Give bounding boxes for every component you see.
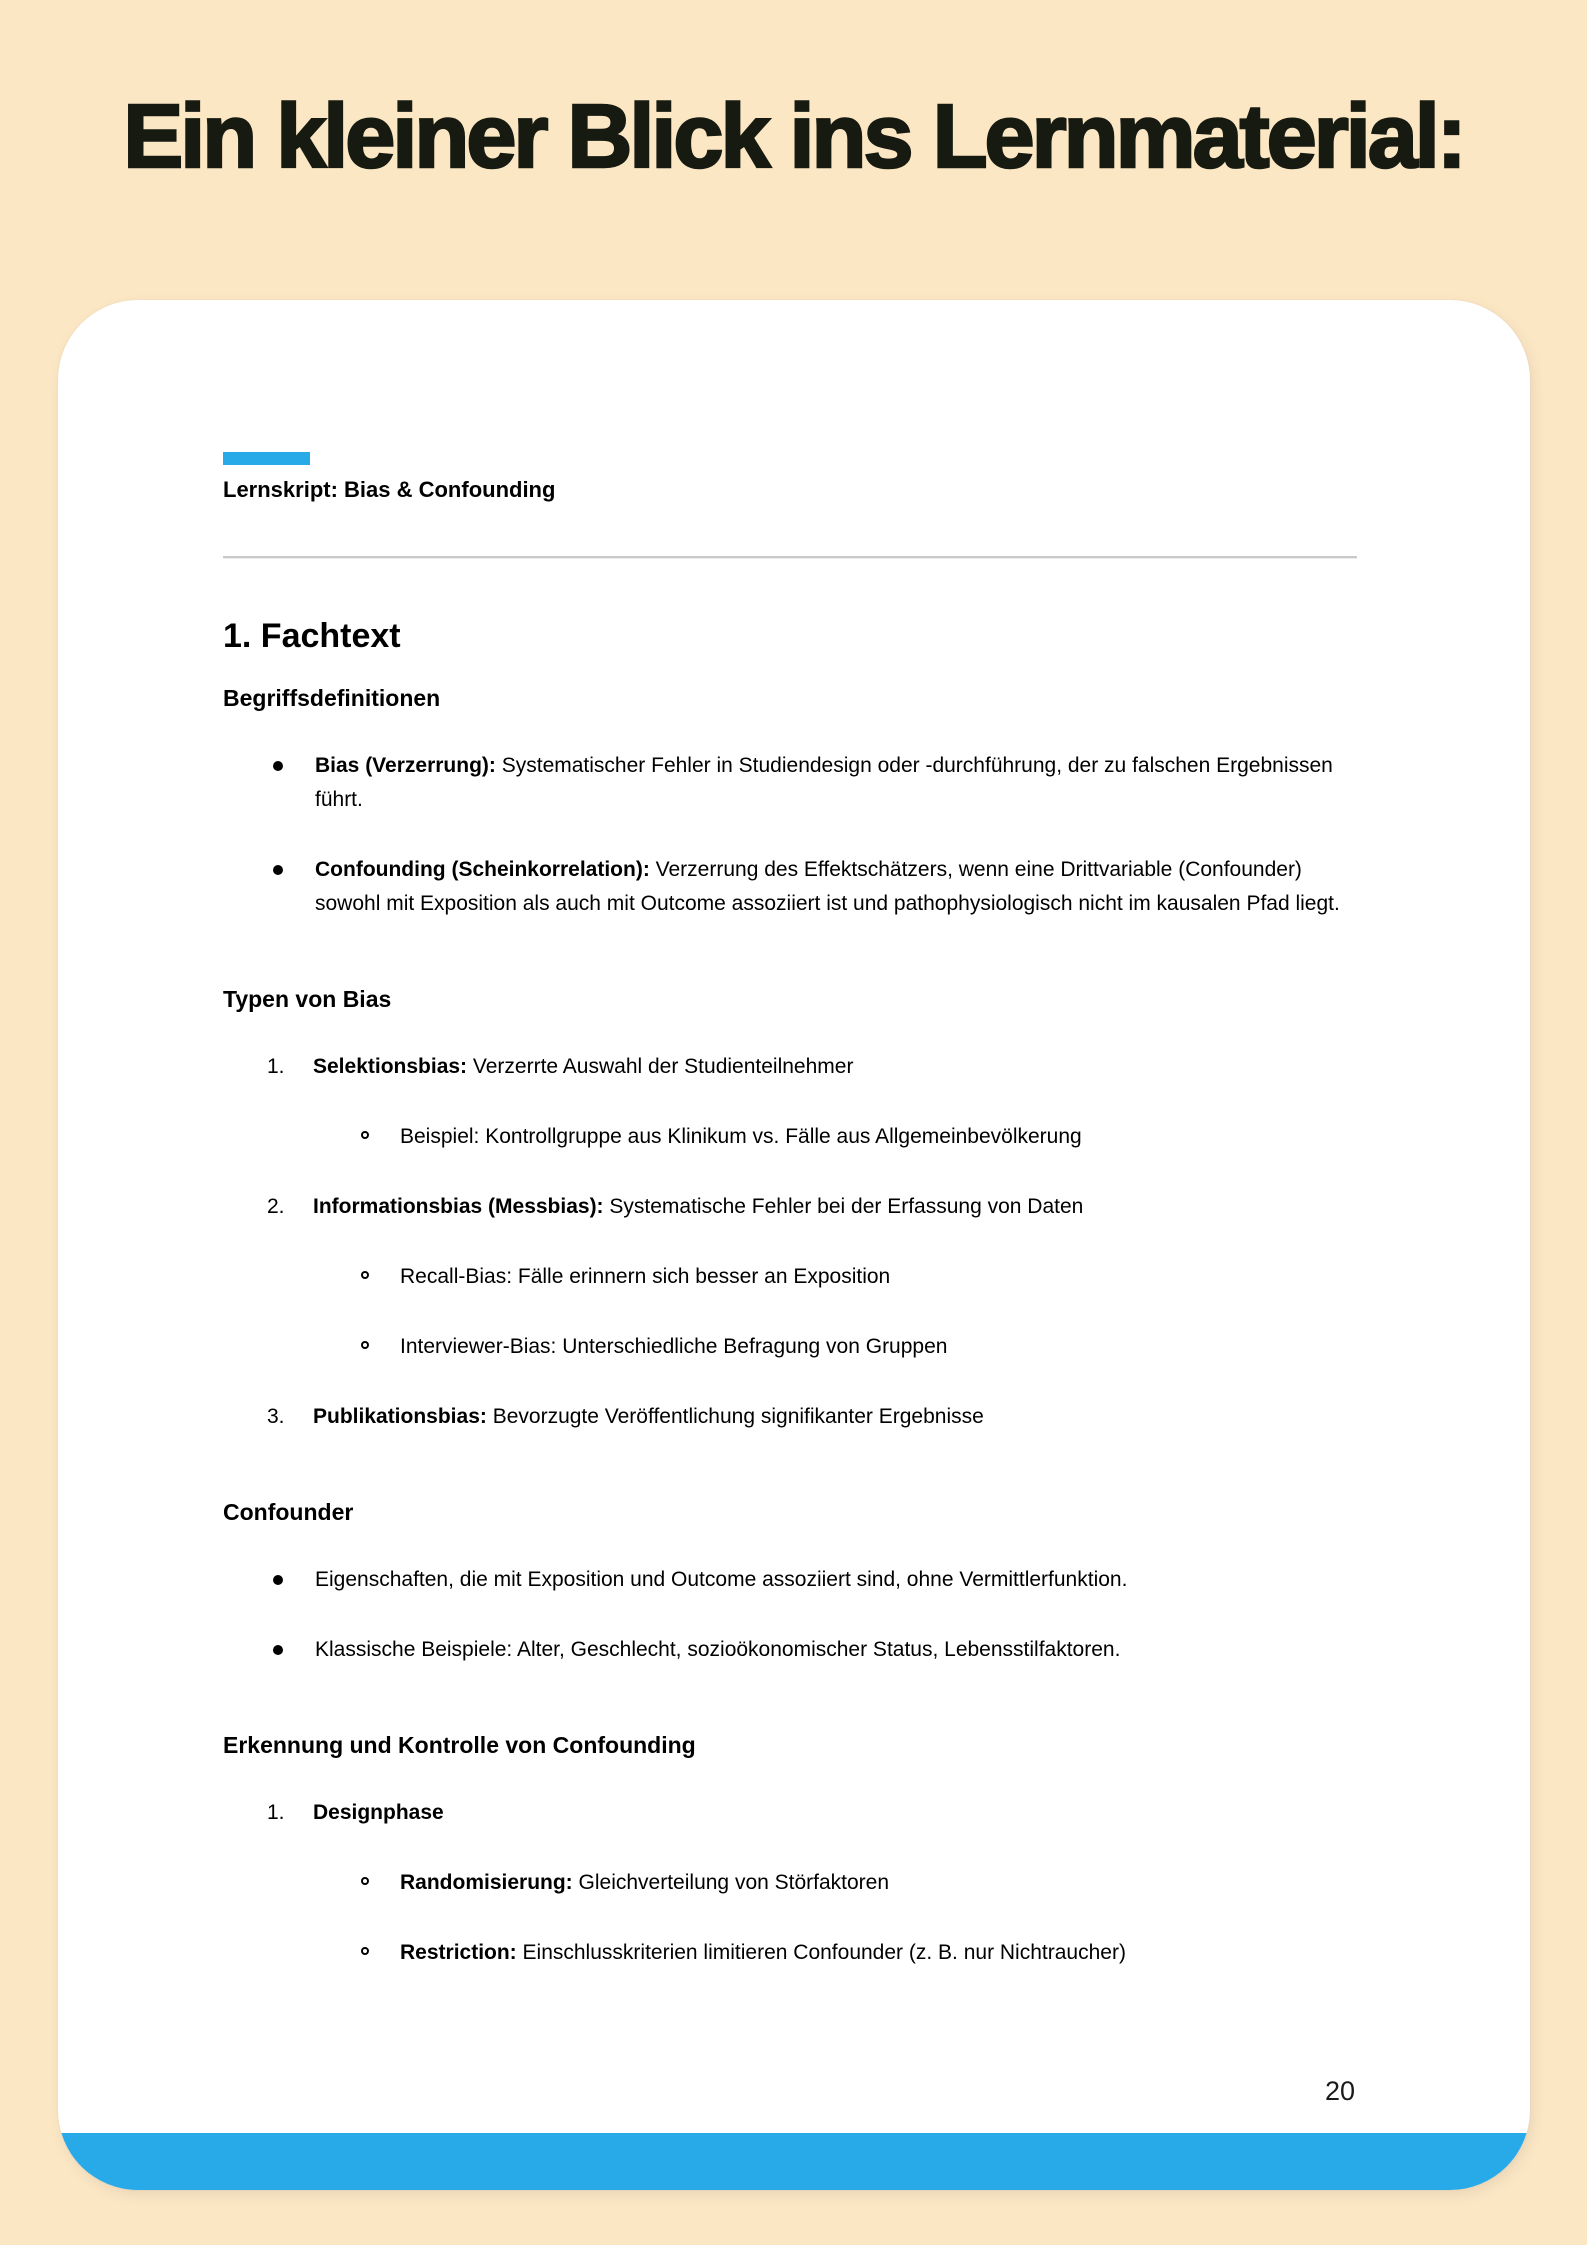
list-item-text: Interviewer-Bias: Unterschiedliche Befragung von Gruppen <box>400 1335 948 1358</box>
numbered-item-publikationsbias <box>223 1400 1357 1434</box>
list-item-text: Verzerrung des Effektschätzers, wenn eine Drittvariable (Confounder) sowohl mit Exposition als auch mit Outcome assoziiert ist und pathophysiologisch nicht im kausalen Pfad liegt. <box>315 858 1340 915</box>
numbered-item-designphase <box>223 1796 1357 1830</box>
hollow-bullet-icon <box>361 1131 369 1139</box>
bullet-icon <box>273 761 283 771</box>
list-item-text: Systematischer Fehler in Studiendesign oder -durchführung, der zu falschen Ergebnissen führt. <box>315 754 1333 811</box>
list-item-lead: Randomisierung: <box>400 1871 573 1894</box>
subsection-heading-confounder: Confounder <box>223 1499 354 1525</box>
list-item-text: Einschlusskriterien limitieren Confounder (z. B. nur Nichtraucher) <box>522 1941 1126 1964</box>
subsection-heading-begriffsdefinitionen: Begriffsdefinitionen <box>223 685 441 711</box>
document-card <box>58 300 1530 2190</box>
bullet-icon <box>273 865 283 875</box>
list-item-confounding <box>223 853 1357 921</box>
list-number: 3. <box>267 1405 285 1428</box>
hollow-bullet-icon <box>361 1341 369 1349</box>
page-number: 20 <box>1324 2076 1355 2106</box>
footer-bar <box>58 2133 1530 2190</box>
list-item-text: Beispiel: Kontrollgruppe aus Klinikum vs. Fälle aus Allgemeinbevölkerung <box>400 1125 1082 1148</box>
sub-item-beispiel <box>223 1120 1357 1154</box>
numbered-item-selektionsbias <box>223 1050 1357 1084</box>
list-number: 1. <box>267 1801 285 1824</box>
hollow-bullet-icon <box>361 1947 369 1955</box>
list-item-lead: Publikationsbias: <box>313 1405 487 1428</box>
subsection-heading-erkennung-kontrolle: Erkennung und Kontrolle von Confounding <box>223 1732 696 1758</box>
document-header-title: Lernskript: Bias & Confounding <box>223 477 556 502</box>
list-item-eigenschaften <box>223 1563 1357 1597</box>
bullet-icon <box>273 1645 283 1655</box>
bullet-icon <box>273 1575 283 1585</box>
list-item-lead: Restriction: <box>400 1941 517 1964</box>
list-number: 1. <box>267 1055 285 1078</box>
list-item-text: Bevorzugte Veröffentlichung signifikanter Ergebnisse <box>492 1405 984 1428</box>
subsection-heading-typen-von-bias: Typen von Bias <box>223 986 392 1012</box>
list-item-klassische-beispiele <box>223 1633 1357 1667</box>
list-item-lead: Bias (Verzerrung): <box>315 754 496 777</box>
hollow-bullet-icon <box>361 1877 369 1885</box>
sub-item-interviewer-bias <box>223 1330 1357 1364</box>
list-item-bias <box>223 749 1357 817</box>
list-item-text: Gleichverteilung von Störfaktoren <box>578 1871 890 1894</box>
section-heading: 1. Fachtext <box>223 617 401 655</box>
document-content <box>58 300 1530 2006</box>
horizontal-divider <box>223 556 1357 559</box>
list-item-text: Recall-Bias: Fälle erinnern sich besser an Exposition <box>400 1265 891 1288</box>
sub-item-restriction <box>223 1936 1357 1970</box>
page-title: Ein kleiner Blick ins Lernmaterial: <box>123 87 1464 187</box>
list-item-lead: Informationsbias (Messbias): <box>313 1195 604 1218</box>
list-item-lead: Confounding (Scheinkorrelation): <box>315 858 650 881</box>
sub-item-recall-bias <box>223 1260 1357 1294</box>
list-item-text: Systematische Fehler bei der Erfassung von Daten <box>609 1195 1084 1218</box>
list-item-lead: Selektionsbias: <box>313 1055 468 1078</box>
list-item-lead: Designphase <box>313 1801 444 1824</box>
accent-bar <box>223 452 310 465</box>
list-number: 2. <box>267 1195 285 1218</box>
numbered-item-informationsbias <box>223 1190 1357 1224</box>
hollow-bullet-icon <box>361 1271 369 1279</box>
list-item-text: Klassische Beispiele: Alter, Geschlecht, sozioökonomischer Status, Lebensstilfaktoren. <box>315 1638 1121 1661</box>
list-item-text: Eigenschaften, die mit Exposition und Outcome assoziiert sind, ohne Vermittlerfunktion. <box>315 1568 1128 1591</box>
list-item-text: Verzerrte Auswahl der Studienteilnehmer <box>472 1055 854 1078</box>
sub-item-randomisierung <box>223 1866 1357 1900</box>
